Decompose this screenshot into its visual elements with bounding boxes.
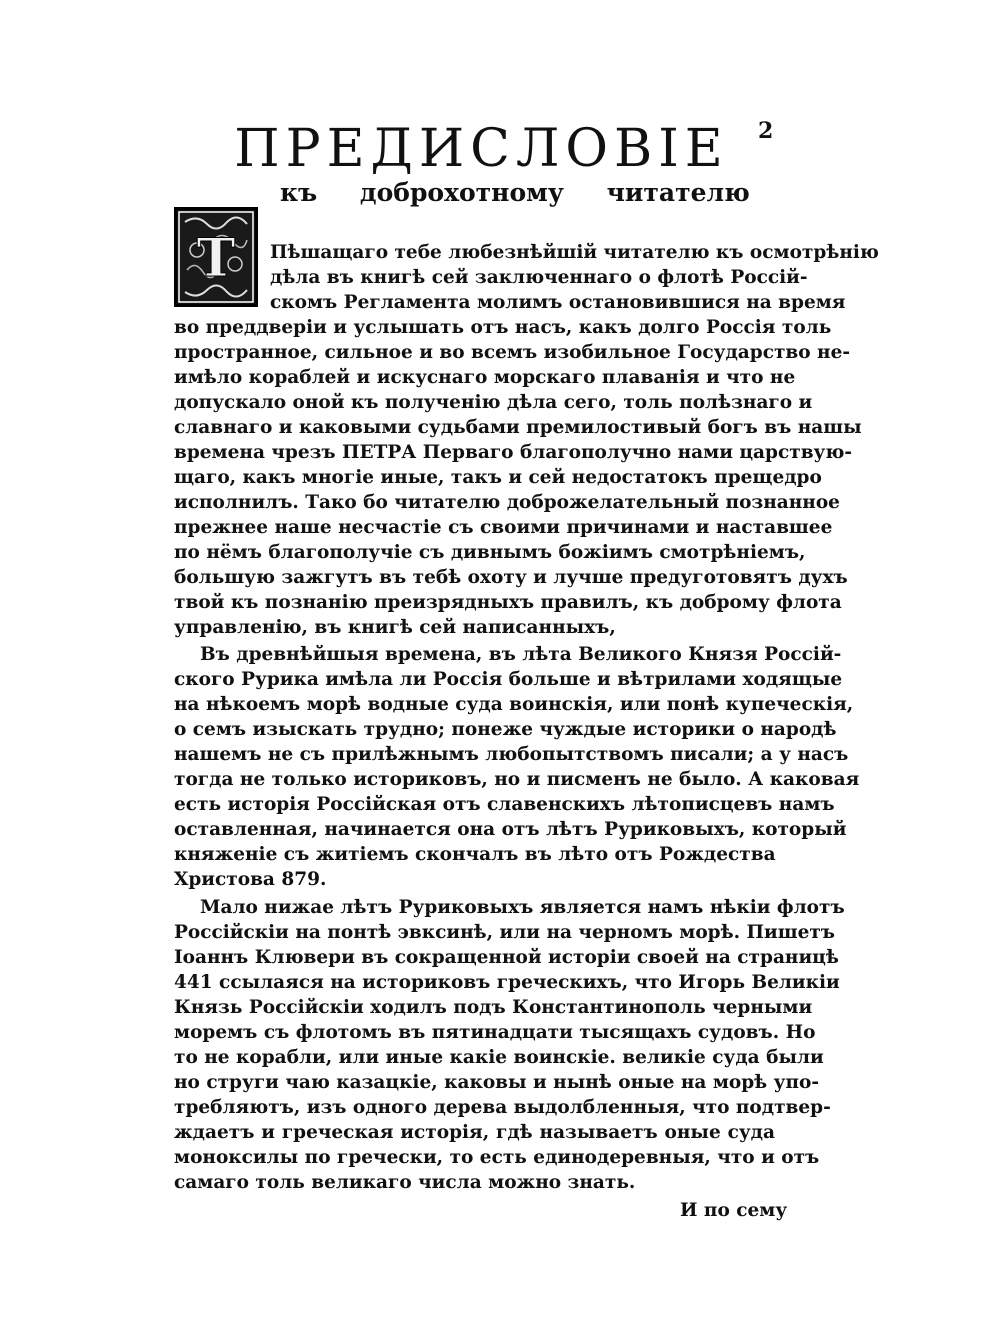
text-line: Князь Россiйскiи ходилъ подъ Константинополь черными [174, 997, 813, 1018]
text-line: Iоаннъ Клювери въ сокращенной исторiи своей на страницѣ [174, 947, 839, 968]
text-line: Пѣшащаго тебе любезнѣйшiй читателю къ осмотрѣнiю [270, 242, 879, 263]
text-line: допускало оной къ полученiю дѣла сего, толь полѣзнаго и [174, 392, 813, 413]
text-line: пространное, сильное и во всемъ изобильное Государство не- [174, 342, 851, 363]
text-line: Христова 879. [174, 869, 327, 890]
text-line: то не корабли, или иные какiе воинскiе. великiе суда были [174, 1047, 824, 1068]
text-line: оставленная, начинается она отъ лѣтъ Руриковыхъ, который [174, 819, 847, 840]
text-line: по нёмъ благополучiе съ дивнымъ божiимъ смотрѣнiемъ, [174, 542, 806, 563]
text-line: ждаетъ и греческая исторiя, гдѣ называетъ оные суда [174, 1122, 775, 1143]
text-line: требляютъ, изъ одного дерева выдолбленныя, что подтвер- [174, 1097, 831, 1118]
text-line: о семъ изыскать трудно; понеже чуждые историки о народѣ [174, 719, 837, 740]
ornament-icon [177, 210, 255, 304]
text-line: имѣло кораблей и искуснаго морскаго плаванiя и что не [174, 367, 796, 388]
text-line: славнаго и каковыми судьбами премилостивый богъ въ нашы [174, 417, 862, 438]
decorated-initial-letter [174, 207, 258, 307]
text-line: управленiю, въ книгѣ сей написанныхъ, [174, 617, 616, 638]
text-line: Въ древнѣйшыя времена, въ лѣта Великого Князя Россiй- [200, 644, 842, 665]
text-line: Россiйскiи на понтѣ эвксинѣ, или на черномъ морѣ. Пишетъ [174, 922, 835, 943]
text-line: нашемъ не съ прилѣжнымъ любопытствомъ писали; а у насъ [174, 744, 849, 765]
catchword: И по сему [680, 1200, 788, 1221]
text-line: Мало нижае лѣтъ Руриковыхъ является намъ нѣкiи флотъ [200, 897, 845, 918]
text-line: во преддверiи и услышать отъ насъ, какъ долго Россiя толь [174, 317, 832, 338]
text-line: на нѣкоемъ морѣ водные суда воинскiя, или понѣ купеческiя, [174, 694, 854, 715]
text-line: дѣла въ книгѣ сей заключеннаго о флотѣ Россiй- [270, 267, 808, 288]
text-line: твой къ познанiю преизрядныхъ правилъ, къ доброму флота [174, 592, 842, 613]
text-line: щаго, какъ многiе иные, такъ и сей недостатокъ прещедро [174, 467, 822, 488]
page-number: 2 [758, 118, 774, 144]
initial-letter-glyph: Т [196, 228, 236, 289]
text-line: исполнилъ. Тако бо читателю доброжелательный познанное [174, 492, 840, 513]
text-line: моноксилы по гречески, то есть единодеревныя, что и отъ [174, 1147, 820, 1168]
page-title: ПРЕДИСЛОВIЕ [234, 119, 729, 179]
text-line: скомъ Регламента молимъ остановившися на время [270, 292, 846, 313]
text-line: самаго толь великаго числа можно знать. [174, 1172, 636, 1193]
text-line: ского Рурика имѣла ли Россiя больше и вѣтрилами ходящые [174, 669, 843, 690]
text-line: большую зажгутъ въ тебѣ охоту и лучше предуготовятъ духъ [174, 567, 848, 588]
text-line: прежнее наше несчастiе съ своими причинами и наставшее [174, 517, 833, 538]
text-line: княженiе съ житiемъ скончалъ въ лѣто отъ Рождества [174, 844, 776, 865]
text-line: тогда не только историковъ, но и писменъ не было. А каковая [174, 769, 860, 790]
text-line: есть исторiя Россiйская отъ славенскихъ лѣтописцевъ намъ [174, 794, 835, 815]
text-line: моремъ съ флотомъ въ пятинадцати тысящахъ судовъ. Но [174, 1022, 816, 1043]
text-line: времена чрезъ ПЕТРА Перваго благополучно нами царствую- [174, 442, 853, 463]
text-line: 441 ссылаяся на историковъ греческихъ, что Игорь Великiи [174, 972, 840, 993]
text-line: но струги чаю казацкiе, каковы и нынѣ оные на морѣ упо- [174, 1072, 820, 1093]
page-subtitle: къ доброхотному читателю [280, 178, 750, 207]
